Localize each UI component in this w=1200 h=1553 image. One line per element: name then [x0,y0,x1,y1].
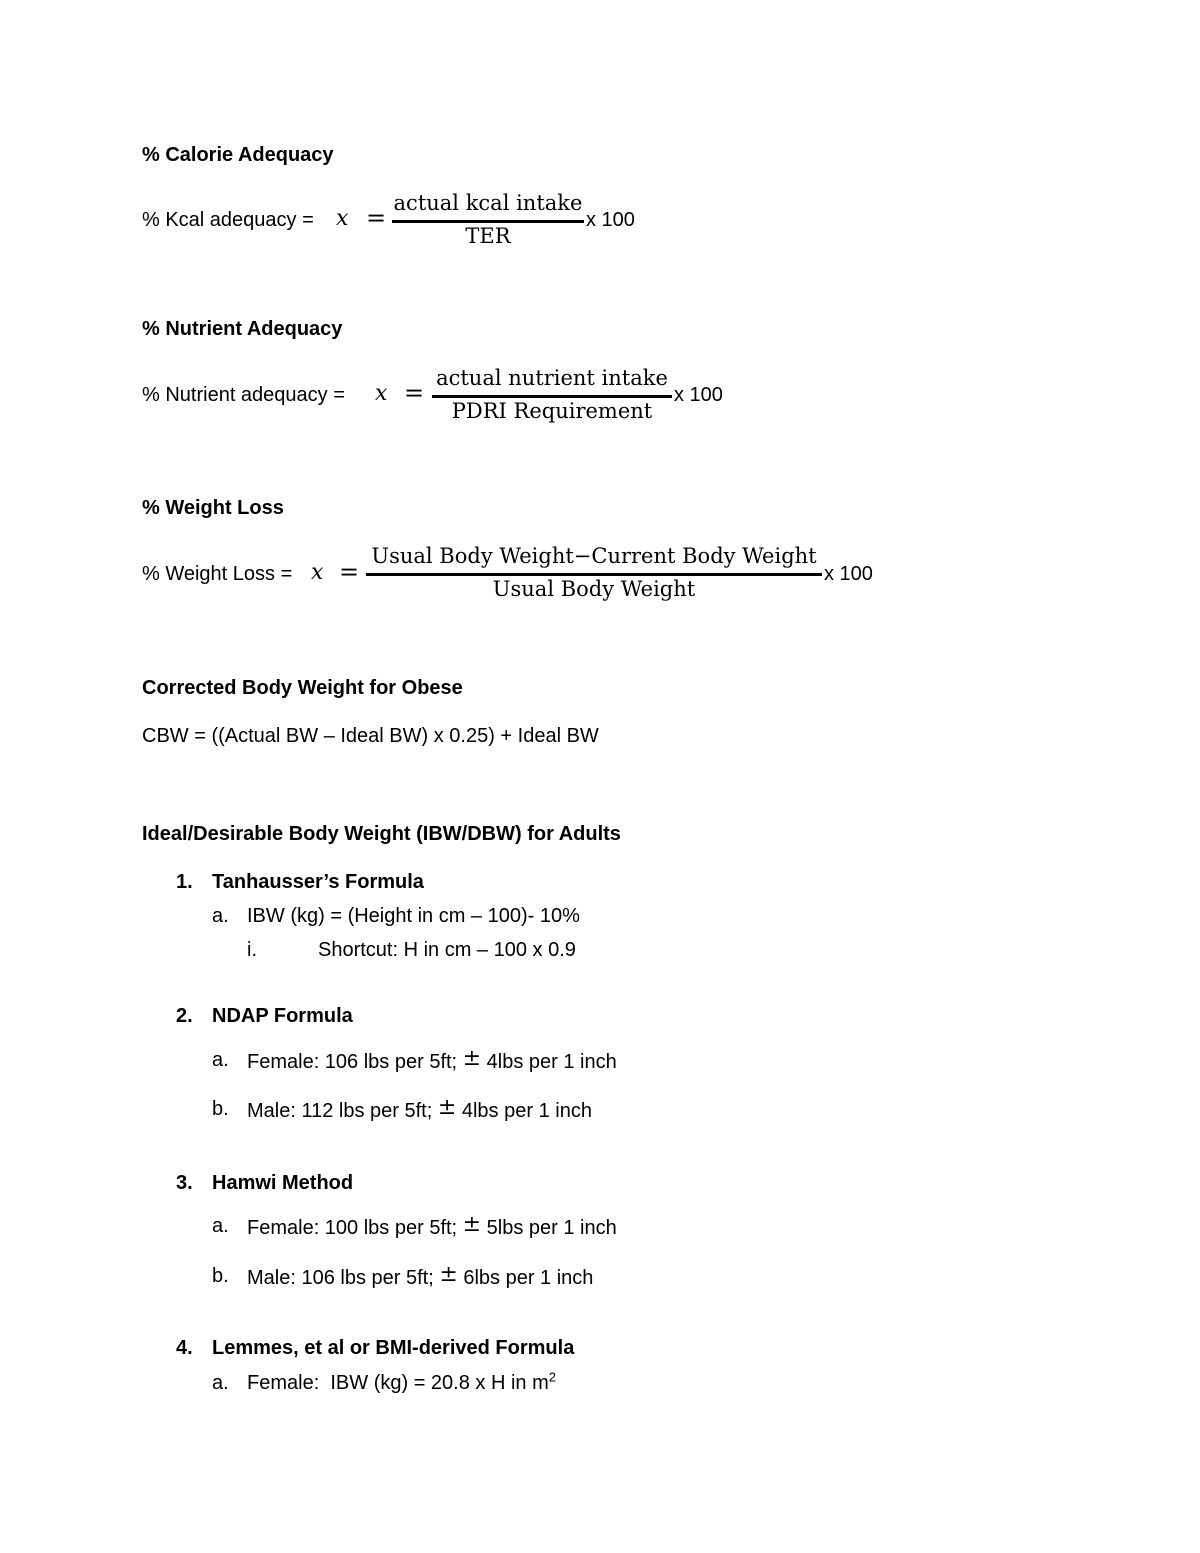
calorie-adequacy-numerator: actual kcal intake [393,191,583,215]
weight-loss-variable: x [311,560,324,585]
ndap-female-rule [247,1046,617,1074]
calorie-adequacy-equals: = [366,204,387,232]
nutrient-adequacy-equals: = [404,379,425,407]
list-marker: a. [212,1215,229,1237]
weight-loss-heading: % Weight Loss [142,497,284,519]
list-marker: a. [212,1049,229,1071]
nutrient-adequacy-denominator: PDRI Requirement [451,399,653,423]
hamwi-male-rule [247,1262,594,1290]
rule-base: Female: 100 lbs per 5ft; [247,1217,458,1239]
method-number: 1. [176,871,193,893]
method-number: 3. [176,1172,193,1194]
tanhausser-shortcut: Shortcut: H in cm – 100 x 0.9 [318,939,576,961]
rule-base: Female: IBW (kg) = 20.8 x H in m [247,1372,549,1394]
calorie-adequacy-variable: x [336,206,349,231]
ndap-male-rule [247,1095,592,1123]
calorie-adequacy-heading: % Calorie Adequacy [142,144,334,166]
rule-increment: 5lbs per 1 inch [486,1217,617,1239]
method-title-ndap: NDAP Formula [212,1005,353,1027]
rule-increment: 6lbs per 1 inch [463,1267,594,1289]
lemmes-female-rule [247,1369,556,1395]
calorie-adequacy-lhs: % Kcal adequacy = [142,209,314,231]
nutrient-adequacy-lhs: % Nutrient adequacy = [142,384,345,406]
weight-loss-lhs: % Weight Loss = [142,563,293,585]
tanhausser-formula: IBW (kg) = (Height in cm – 100)- 10% [247,905,580,927]
nutrient-adequacy-multiplier: x 100 [674,384,723,406]
nutrient-adequacy-heading: % Nutrient Adequacy [142,318,343,340]
rule-base: Female: 106 lbs per 5ft; [247,1051,458,1073]
method-title-tanhausser: Tanhausser’s Formula [212,871,424,893]
cbw-heading: Corrected Body Weight for Obese [142,677,463,699]
weight-loss-denominator: Usual Body Weight [492,577,696,601]
ibw-heading: Ideal/Desirable Body Weight (IBW/DBW) for Adults [142,823,621,845]
weight-loss-multiplier: x 100 [824,563,873,585]
nutrient-adequacy-fraction [432,365,672,424]
weight-loss-equals: = [339,558,360,586]
rule-increment: 4lbs per 1 inch [486,1051,617,1073]
method-title-hamwi: Hamwi Method [212,1172,354,1194]
cbw-formula: CBW = ((Actual BW – Ideal BW) x 0.25) + Ideal BW [142,725,599,747]
plus-minus-icon: ± [437,1095,457,1120]
calorie-adequacy-denominator: TER [465,224,511,248]
nutrient-adequacy-variable: x [375,381,388,406]
exponent: 2 [548,1369,556,1385]
method-number: 2. [176,1005,193,1027]
plus-minus-icon: ± [462,1212,482,1237]
hamwi-female-rule [247,1212,617,1240]
nutrient-adequacy-numerator: actual nutrient intake [436,366,668,390]
calorie-adequacy-multiplier: x 100 [586,209,635,231]
rule-base: Male: 112 lbs per 5ft; [247,1100,433,1122]
list-marker: a. [212,905,229,927]
list-marker: a. [212,1372,229,1394]
method-title-lemmes: Lemmes, et al or BMI-derived Formula [212,1337,575,1359]
plus-minus-icon: ± [462,1046,482,1071]
list-marker: i. [247,939,257,961]
calorie-adequacy-fraction [392,190,584,249]
method-number: 4. [176,1337,193,1359]
plus-minus-icon: ± [439,1262,458,1287]
weight-loss-fraction [366,543,822,602]
rule-base: Male: 106 lbs per 5ft; [247,1267,434,1289]
weight-loss-numerator: Usual Body Weight−Current Body Weight [371,544,817,568]
list-marker: b. [212,1098,229,1120]
list-marker: b. [212,1265,229,1287]
rule-increment: 4lbs per 1 inch [461,1100,592,1122]
